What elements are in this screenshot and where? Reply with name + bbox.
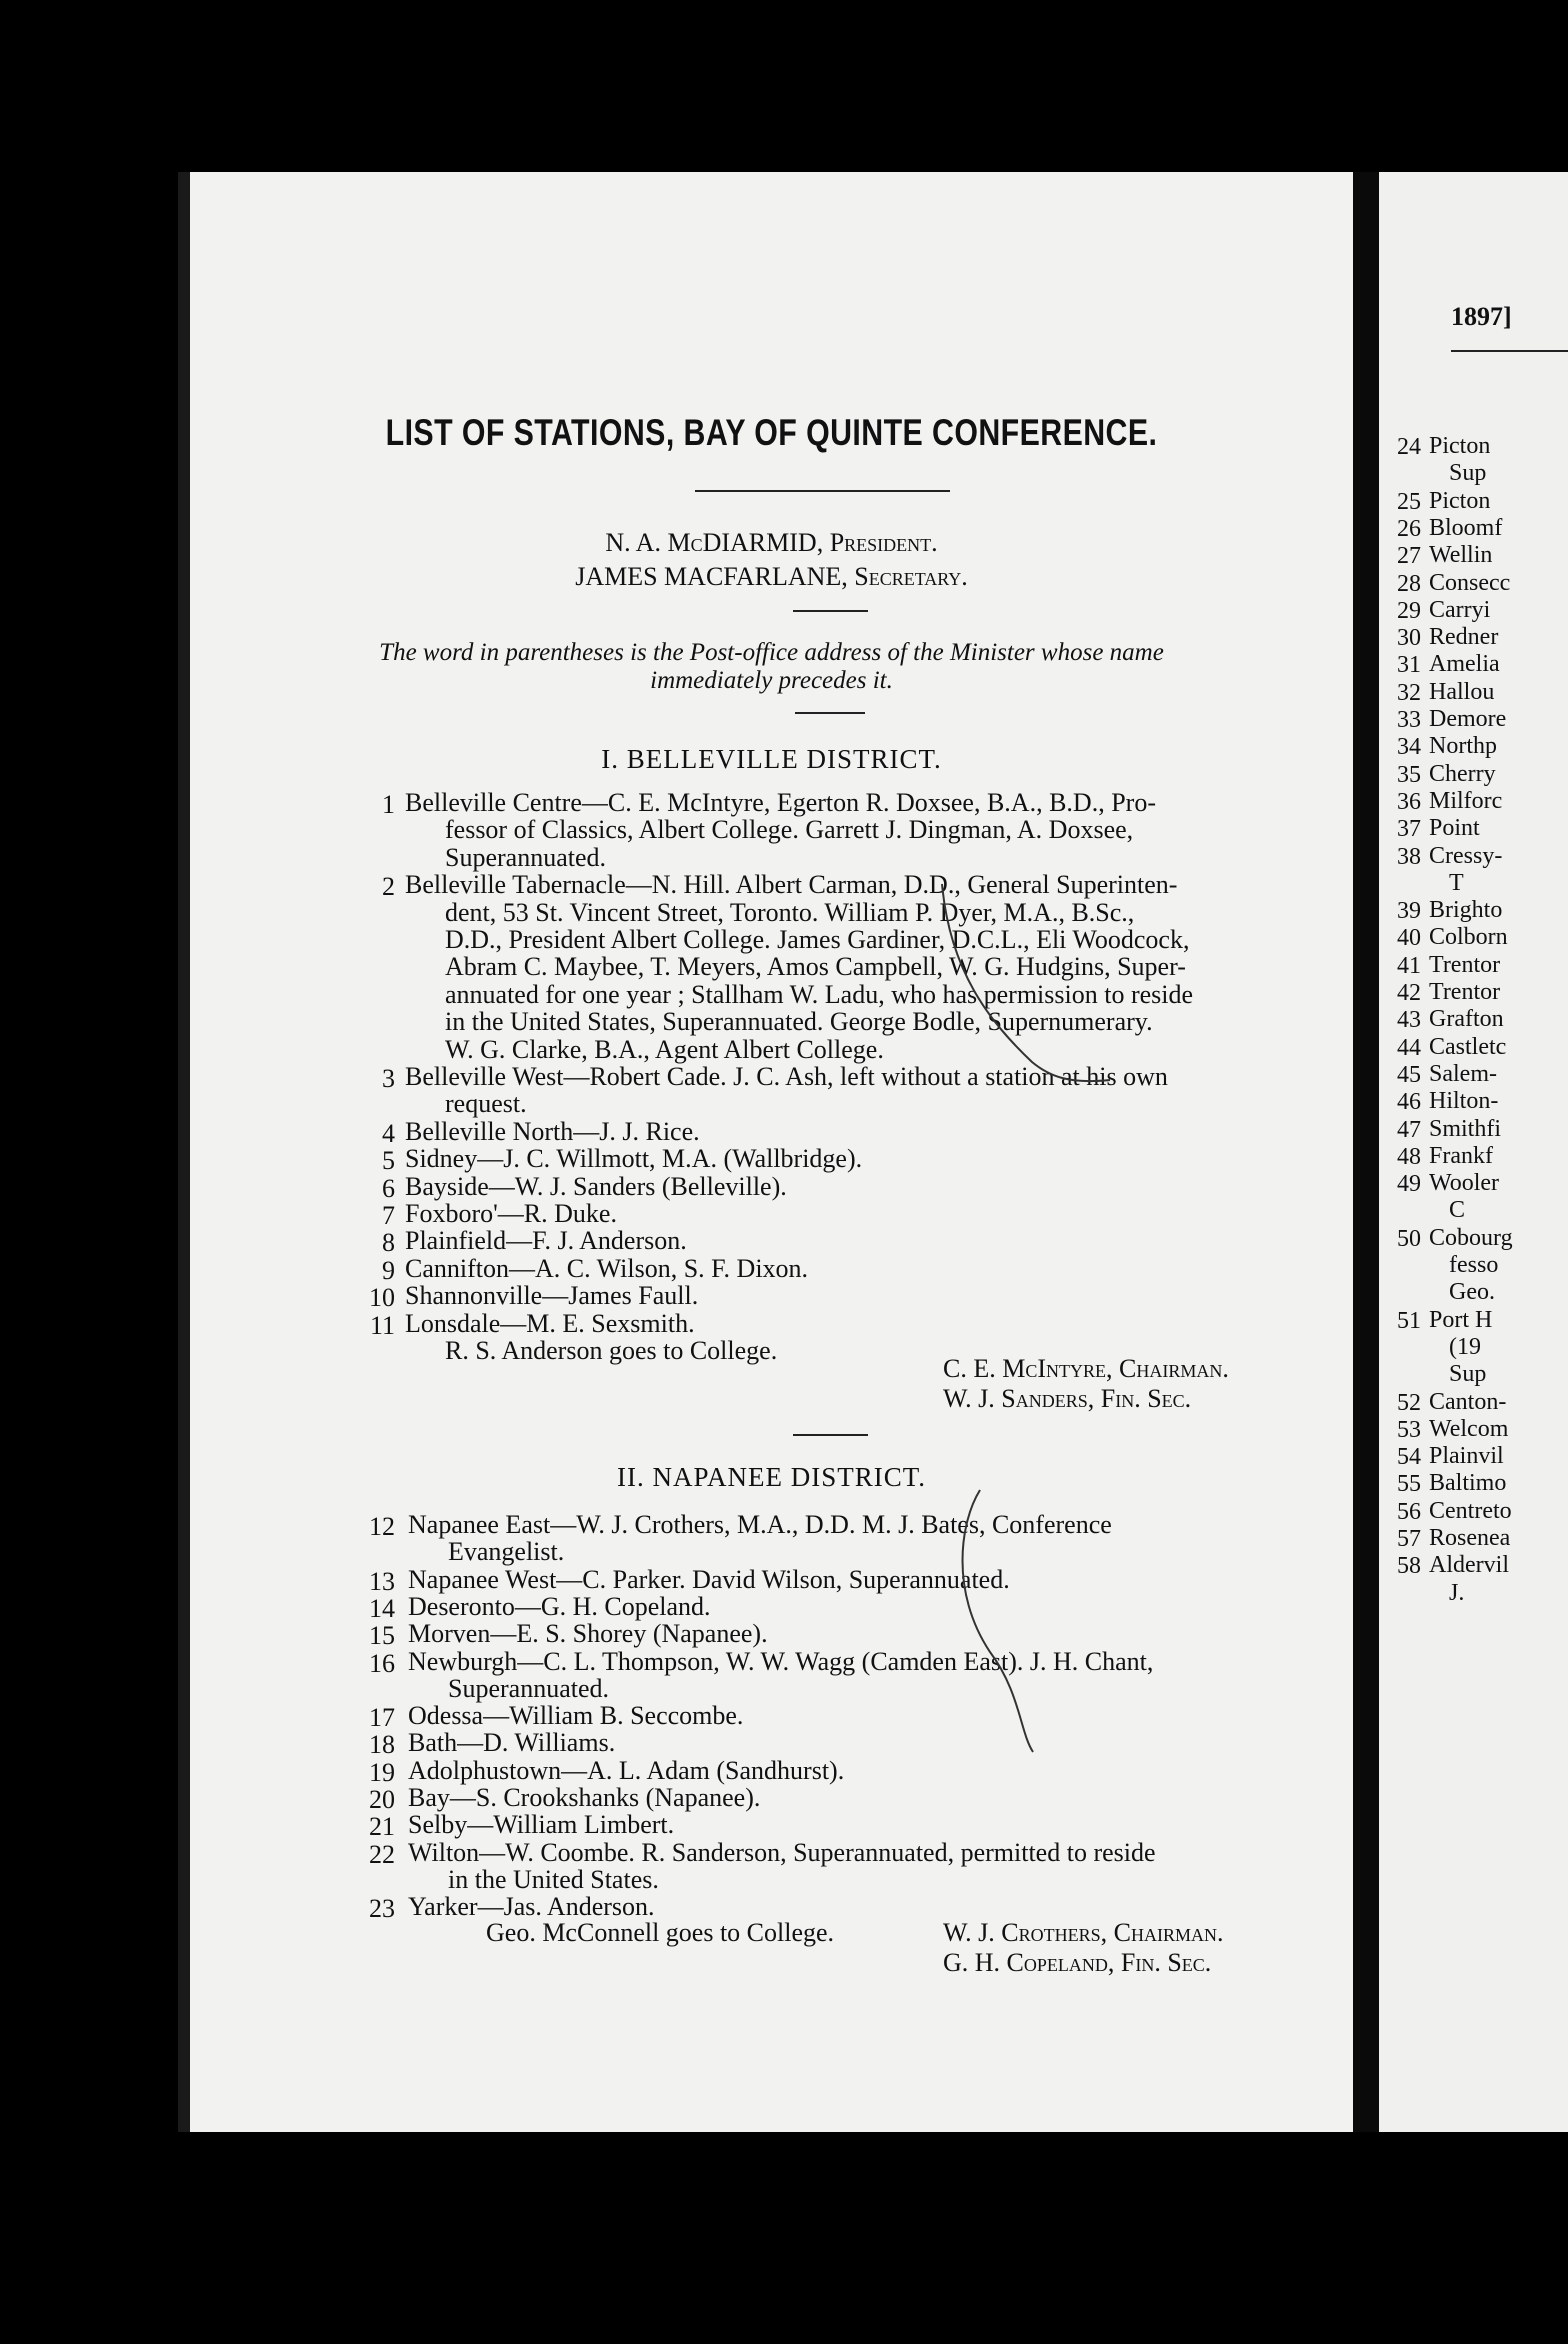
right-station-line-number: 27 bbox=[1397, 543, 1421, 570]
right-station-line-text: Brighto bbox=[1429, 897, 1503, 924]
station-line-text: D.D., President Albert College. James Gardiner, D.C.L., Eli Woodcock, bbox=[445, 925, 1190, 954]
district-2-college: Geo. McConnell goes to College. bbox=[486, 1918, 835, 1947]
station-line-number: 22 bbox=[369, 1839, 395, 1869]
right-station-line-text: Frankf bbox=[1429, 1142, 1493, 1169]
station-line-text: Yarker—Jas. Anderson. bbox=[408, 1892, 655, 1922]
station-line-text: W. G. Clarke, B.A., Agent Albert College. bbox=[445, 1034, 884, 1064]
station-line-number: 1 bbox=[382, 790, 395, 819]
station-line-number: 6 bbox=[382, 1173, 395, 1203]
right-station-line-number: 56 bbox=[1397, 1498, 1421, 1525]
right-station-line-text: Welcom bbox=[1429, 1415, 1509, 1442]
right-station-line-text: Northp bbox=[1429, 733, 1497, 760]
right-station-line-number: 46 bbox=[1397, 1089, 1421, 1116]
station-line-text: Sidney—J. C. Willmott, M.A. (Wallbridge). bbox=[405, 1144, 863, 1174]
station-line-text: Newburgh—C. L. Thompson, W. W. Wagg (Camden East). J. H. Chant, bbox=[408, 1646, 1154, 1676]
right-station-line-text: Wooler bbox=[1429, 1170, 1500, 1197]
right-station-line-number: 44 bbox=[1397, 1034, 1421, 1061]
station-line-text: Napanee East—W. J. Crothers, M.A., D.D. M. J. Bates, Conference bbox=[408, 1510, 1112, 1539]
station-line-text: R. S. Anderson goes to College. bbox=[445, 1336, 778, 1365]
station-line-number: 2 bbox=[382, 872, 395, 902]
station-line-number: 15 bbox=[369, 1621, 395, 1651]
station-line-text: Bay—S. Crookshanks (Napanee). bbox=[408, 1783, 761, 1812]
right-station-line-number: 37 bbox=[1397, 816, 1421, 843]
right-station-line-text: Consecc bbox=[1429, 569, 1511, 596]
station-line-number: 5 bbox=[382, 1146, 395, 1176]
station-line-number: 8 bbox=[382, 1228, 395, 1258]
station-line-text: Belleville West—Robert Cade. J. C. Ash, left without a station at his own bbox=[405, 1062, 1168, 1091]
right-station-line-number: 50 bbox=[1397, 1225, 1421, 1252]
station-line-number: 3 bbox=[382, 1064, 395, 1093]
station-line-number: 13 bbox=[369, 1566, 395, 1596]
station-line-text: Morven—E. S. Shorey (Napanee). bbox=[408, 1619, 768, 1649]
note-rule bbox=[795, 712, 865, 714]
station-line-text: Plainfield—F. J. Anderson. bbox=[405, 1226, 687, 1256]
right-station-line-number: 41 bbox=[1397, 952, 1421, 979]
president-line: N. A. McDIARMID, President. bbox=[605, 528, 938, 557]
right-station-line-number: 48 bbox=[1397, 1143, 1421, 1170]
station-line-text: dent, 53 St. Vincent Street, Toronto. William P. Dyer, M.A., B.Sc., bbox=[445, 897, 1135, 927]
right-station-line-number: 45 bbox=[1397, 1061, 1421, 1088]
right-station-line-number: 35 bbox=[1397, 761, 1421, 788]
right-station-line-text: Geo. bbox=[1449, 1279, 1495, 1306]
station-line-text: Bayside—W. J. Sanders (Belleville). bbox=[405, 1171, 787, 1201]
station-line-number: 10 bbox=[369, 1283, 395, 1313]
station-line-text: Abram C. Maybee, T. Meyers, Amos Campbell, W. G. Hudgins, Super- bbox=[445, 952, 1186, 982]
right-station-line-number: 43 bbox=[1397, 1007, 1421, 1034]
right-station-line-text: Point bbox=[1429, 815, 1480, 842]
station-line-text: Belleville North—J. J. Rice. bbox=[405, 1116, 700, 1146]
right-station-line-text: Carryi bbox=[1429, 596, 1491, 623]
right-page bbox=[1379, 172, 1568, 2132]
station-line-text: in the United States. bbox=[448, 1864, 659, 1894]
note-line-1: The word in parentheses is the Post-office address of the Minister whose name bbox=[379, 639, 1164, 666]
district-2-chairman: W. J. Crothers, Chairman. bbox=[943, 1918, 1224, 1947]
right-station-line-number: 38 bbox=[1397, 843, 1421, 870]
title-rule bbox=[695, 490, 950, 492]
right-station-line-number: 47 bbox=[1397, 1116, 1421, 1143]
right-station-line-text: Plainvil bbox=[1429, 1443, 1504, 1470]
station-line-text: Superannuated. bbox=[448, 1673, 610, 1703]
right-station-line-text: Demore bbox=[1429, 706, 1507, 732]
station-line-text: Adolphustown—A. L. Adam (Sandhurst). bbox=[408, 1755, 845, 1785]
right-station-line-text: Hilton- bbox=[1429, 1088, 1499, 1115]
station-line-text: Bath—D. Williams. bbox=[408, 1728, 616, 1758]
district-2-fin-sec: G. H. Copeland, Fin. Sec. bbox=[943, 1948, 1212, 1977]
note-line-2: immediately precedes it. bbox=[650, 667, 893, 694]
right-station-line-number: 55 bbox=[1397, 1471, 1421, 1498]
right-station-line-text: Hallou bbox=[1429, 678, 1495, 705]
right-station-line-text: Salem- bbox=[1429, 1060, 1497, 1087]
right-station-line-text: Sup bbox=[1449, 1361, 1487, 1388]
right-station-line-text: Redner bbox=[1429, 624, 1499, 651]
station-line-text: fessor of Classics, Albert College. Garrett J. Dingman, A. Doxsee, bbox=[445, 815, 1134, 845]
right-station-line-text: C bbox=[1449, 1197, 1466, 1224]
right-station-line-text: Wellin bbox=[1429, 542, 1493, 569]
right-station-line-text: Trentor bbox=[1429, 951, 1501, 978]
district-2-heading: II. NAPANEE DISTRICT. bbox=[617, 1462, 926, 1492]
station-line-text: Napanee West—C. Parker. David Wilson, Superannuated. bbox=[408, 1564, 1010, 1594]
station-line-text: annuated for one year ; Stallham W. Ladu, who has permission to reside bbox=[445, 979, 1194, 1009]
right-station-line-text: Amelia bbox=[1429, 651, 1500, 678]
right-station-line-text: Aldervil bbox=[1429, 1552, 1509, 1579]
station-line-text: Belleville Tabernacle—N. Hill. Albert Carman, D.D., General Superinten- bbox=[405, 870, 1178, 900]
station-line-number: 9 bbox=[382, 1255, 395, 1285]
right-station-line-text: Canton- bbox=[1429, 1388, 1507, 1415]
right-station-line-number: 51 bbox=[1397, 1307, 1421, 1334]
station-line-number: 7 bbox=[382, 1201, 395, 1230]
right-station-line-text: Grafton bbox=[1429, 1006, 1504, 1033]
right-station-line-text: Smithfi bbox=[1429, 1115, 1502, 1142]
district-1-fin-sec: W. J. Sanders, Fin. Sec. bbox=[943, 1384, 1192, 1413]
right-station-line-number: 34 bbox=[1397, 734, 1421, 761]
station-line-text: Evangelist. bbox=[448, 1537, 565, 1567]
right-station-line-text: Colborn bbox=[1429, 924, 1508, 951]
station-line-number: 19 bbox=[369, 1757, 395, 1787]
right-station-line-number: 52 bbox=[1397, 1389, 1421, 1416]
year-rule bbox=[1451, 350, 1568, 352]
right-station-line-number: 36 bbox=[1397, 788, 1421, 815]
right-station-line-number: 42 bbox=[1397, 980, 1421, 1006]
station-line-number: 21 bbox=[369, 1812, 395, 1842]
station-line-number: 4 bbox=[382, 1118, 395, 1148]
right-station-line-number: 33 bbox=[1397, 707, 1421, 733]
right-station-line-number: 31 bbox=[1397, 652, 1421, 679]
right-station-line-text: fesso bbox=[1449, 1252, 1499, 1278]
station-line-text: Cannifton—A. C. Wilson, S. F. Dixon. bbox=[405, 1253, 809, 1283]
district-1-heading: I. BELLEVILLE DISTRICT. bbox=[601, 744, 942, 774]
right-station-line-text: Picton bbox=[1429, 487, 1491, 514]
right-station-line-text: Port H bbox=[1429, 1306, 1493, 1333]
station-line-text: Superannuated. bbox=[445, 842, 607, 872]
page-title: LIST OF STATIONS, BAY OF QUINTE CONFERENCE. bbox=[385, 412, 1158, 453]
left-page bbox=[178, 172, 1353, 2132]
right-station-line-number: 54 bbox=[1397, 1444, 1421, 1471]
right-station-line-number: 32 bbox=[1397, 679, 1421, 706]
right-station-line-number: 28 bbox=[1397, 570, 1421, 597]
right-station-line-text: Cressy- bbox=[1429, 842, 1503, 869]
station-line-number: 18 bbox=[369, 1730, 395, 1760]
right-station-line-text: (19 bbox=[1449, 1333, 1481, 1360]
right-station-line-number: 26 bbox=[1397, 515, 1421, 542]
right-station-line-text: Trentor bbox=[1429, 979, 1501, 1005]
page-year: 1897] bbox=[1451, 302, 1512, 331]
station-line-text: request. bbox=[445, 1089, 527, 1119]
district-rule bbox=[793, 1434, 868, 1436]
right-station-line-number: 24 bbox=[1397, 434, 1421, 460]
right-station-line-text: Baltimo bbox=[1429, 1470, 1507, 1497]
station-line-number: 11 bbox=[369, 1310, 395, 1340]
station-line-number: 16 bbox=[369, 1648, 395, 1678]
right-station-line-text: J. bbox=[1449, 1579, 1465, 1606]
right-station-line-number: 39 bbox=[1397, 898, 1421, 925]
header-rule bbox=[793, 610, 868, 612]
right-station-line-text: Rosenea bbox=[1429, 1525, 1511, 1551]
station-line-text: Lonsdale—M. E. Sexsmith. bbox=[405, 1308, 695, 1338]
right-station-line-text: Sup bbox=[1449, 460, 1487, 487]
station-line-number: 12 bbox=[369, 1512, 395, 1541]
right-station-line-number: 30 bbox=[1397, 625, 1421, 652]
right-station-line-text: Centreto bbox=[1429, 1497, 1512, 1524]
right-station-line-number: 49 bbox=[1397, 1171, 1421, 1198]
right-station-line-number: 58 bbox=[1397, 1553, 1421, 1580]
right-station-line-text: Picton bbox=[1429, 433, 1491, 459]
station-line-text: Shannonville—James Faull. bbox=[405, 1281, 699, 1311]
station-line-text: Selby—William Limbert. bbox=[408, 1810, 675, 1840]
station-line-number: 14 bbox=[369, 1593, 395, 1623]
station-line-text: in the United States, Superannuated. George Bodle, Supernumerary. bbox=[445, 1007, 1153, 1037]
right-station-line-number: 29 bbox=[1397, 597, 1421, 624]
right-station-line-text: Bloomf bbox=[1429, 514, 1503, 541]
station-line-text: Odessa—William B. Seccombe. bbox=[408, 1701, 744, 1731]
right-station-line-number: 53 bbox=[1397, 1416, 1421, 1443]
station-line-text: Foxboro'—R. Duke. bbox=[405, 1199, 617, 1228]
right-station-line-text: T bbox=[1449, 869, 1464, 896]
station-line-number: 17 bbox=[369, 1703, 395, 1733]
station-line-text: Deseronto—G. H. Copeland. bbox=[408, 1591, 711, 1621]
right-station-line-text: Milforc bbox=[1429, 787, 1503, 814]
right-station-line-text: Castletc bbox=[1429, 1033, 1507, 1060]
secretary-line: JAMES MACFARLANE, Secretary. bbox=[575, 562, 968, 591]
gutter bbox=[1353, 172, 1379, 2132]
station-line-number: 23 bbox=[369, 1894, 395, 1924]
right-station-line-number: 57 bbox=[1397, 1526, 1421, 1552]
right-station-line-text: Cherry bbox=[1429, 760, 1496, 787]
right-station-line-number: 25 bbox=[1397, 488, 1421, 515]
station-line-text: Wilton—W. Coombe. R. Sanderson, Superannuated, permitted to reside bbox=[408, 1837, 1156, 1867]
station-line-text: Belleville Centre—C. E. McIntyre, Egerton R. Doxsee, B.A., B.D., Pro- bbox=[405, 788, 1156, 817]
district-1-chairman: C. E. McIntyre, Chairman. bbox=[943, 1354, 1229, 1383]
station-line-number: 20 bbox=[369, 1785, 395, 1814]
right-station-line-number: 40 bbox=[1397, 925, 1421, 952]
right-station-line-text: Cobourg bbox=[1429, 1224, 1513, 1251]
